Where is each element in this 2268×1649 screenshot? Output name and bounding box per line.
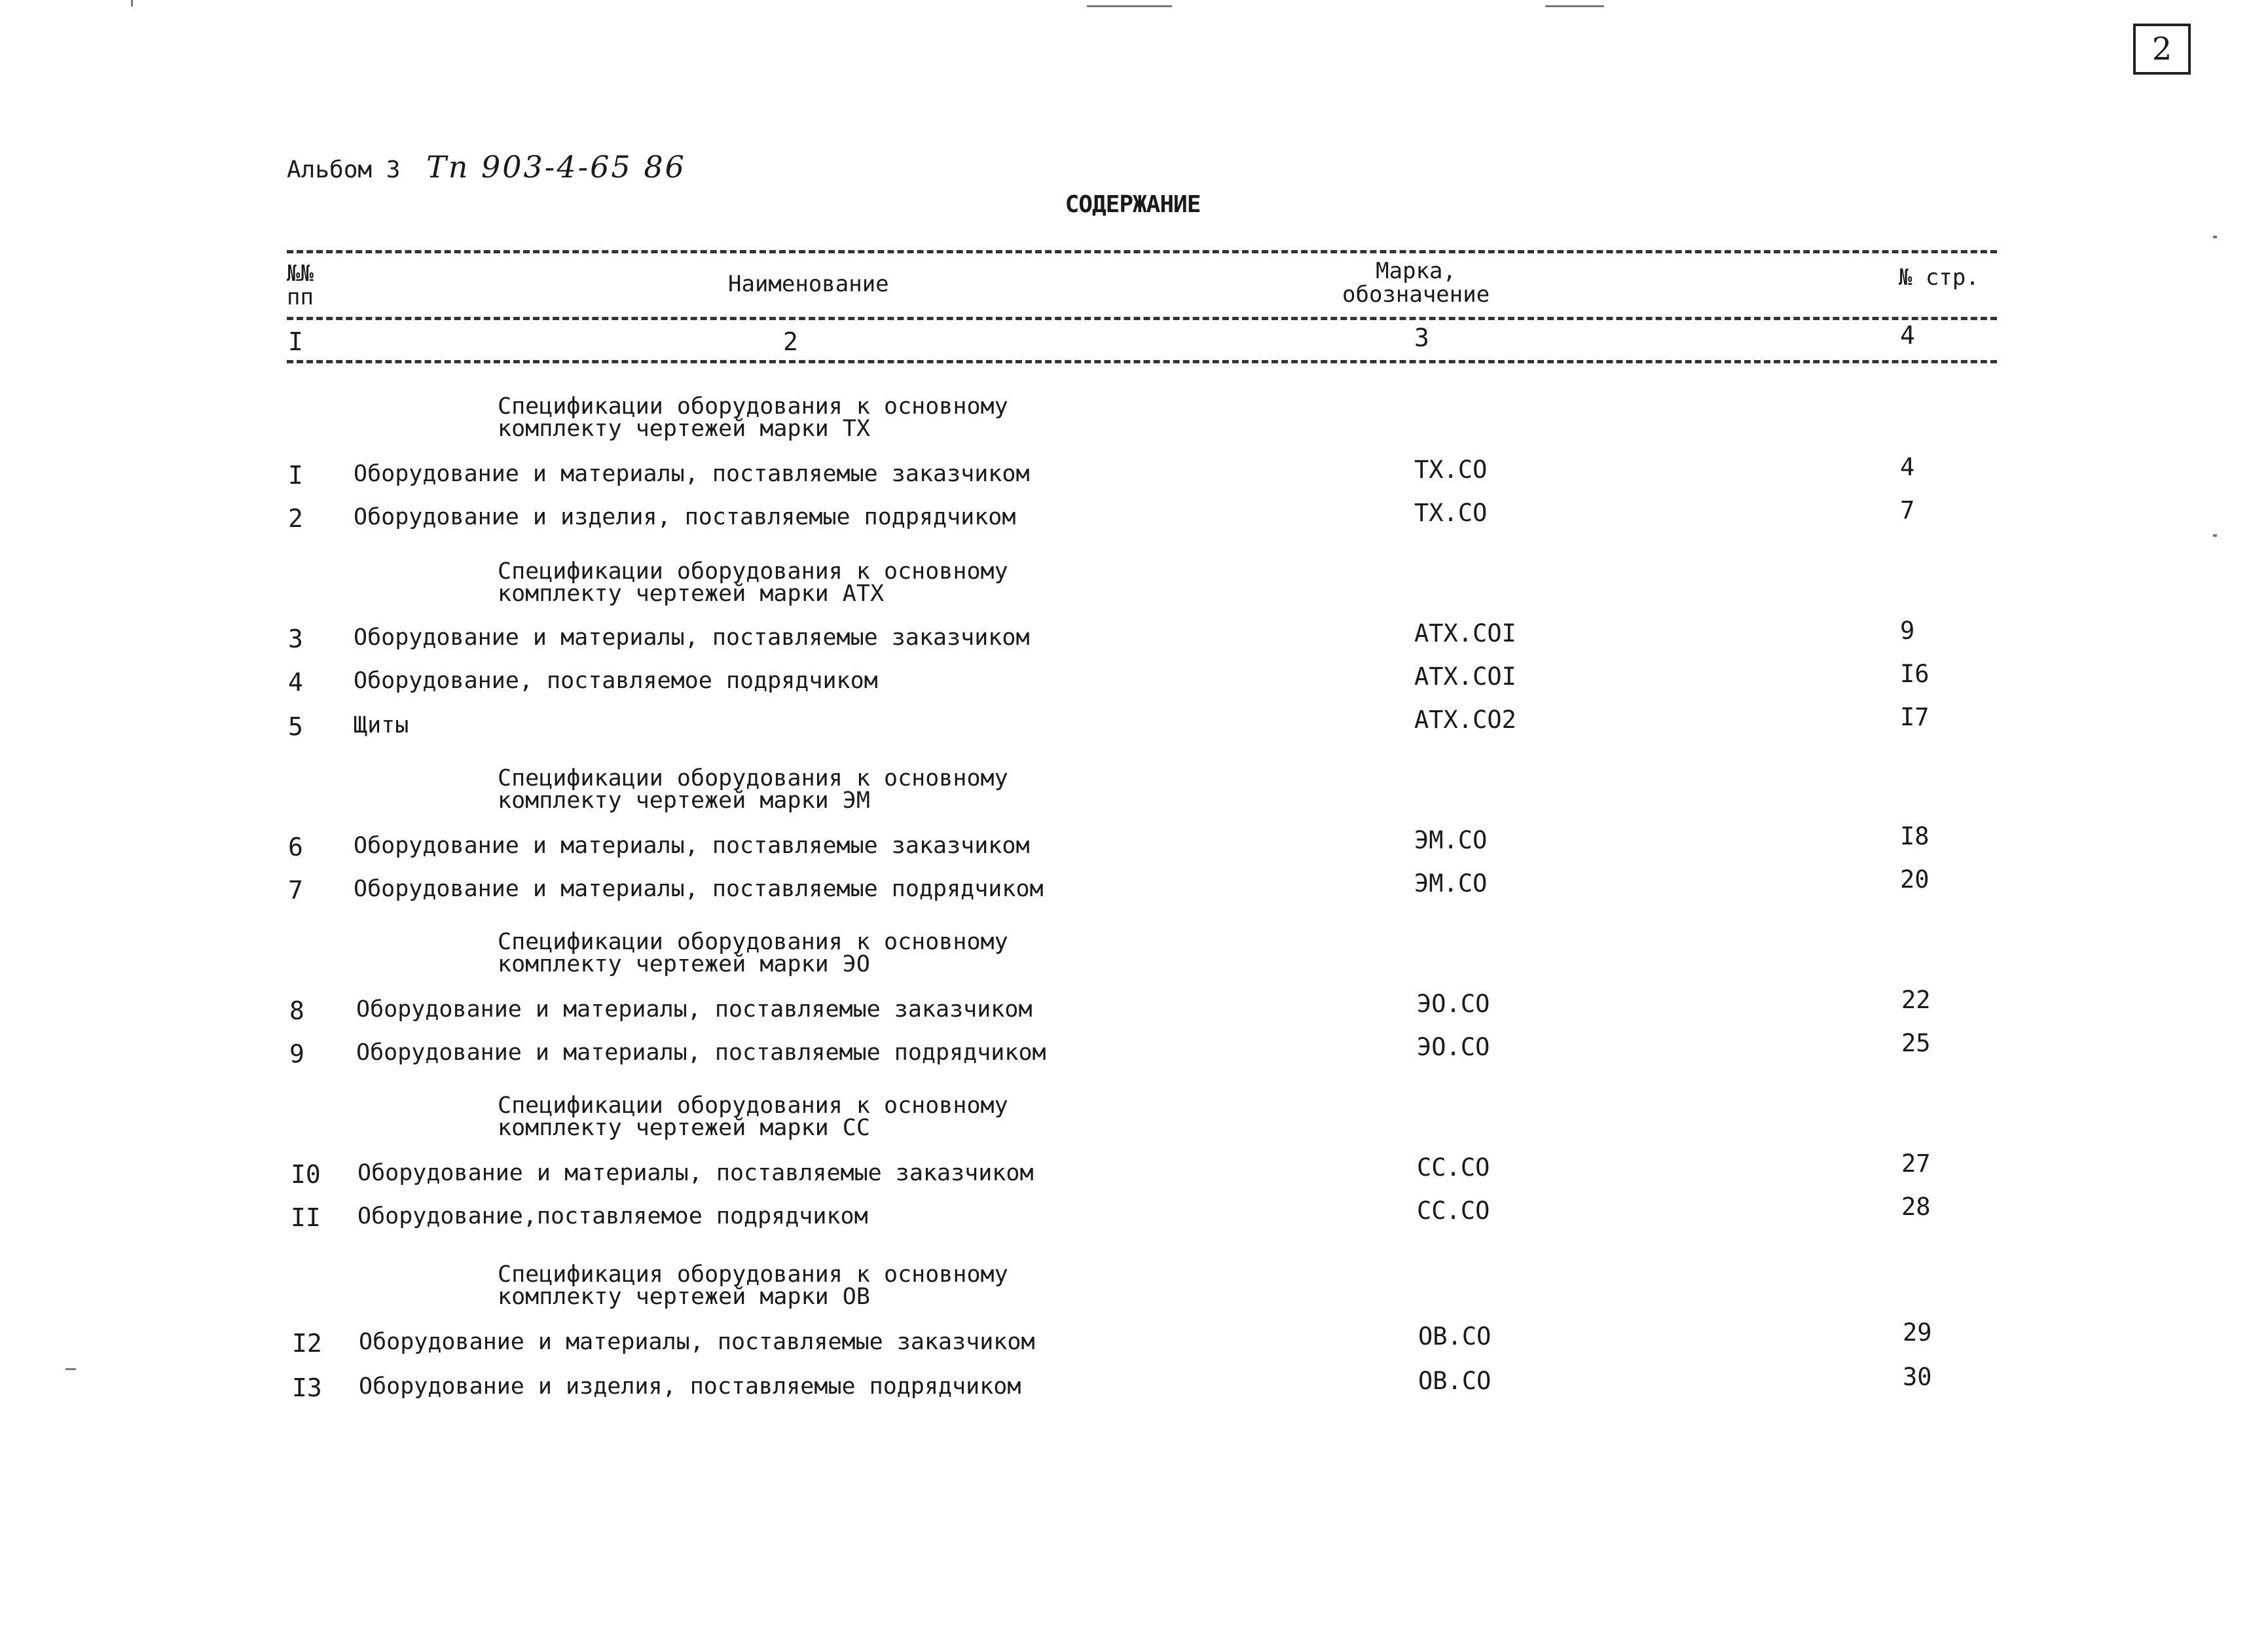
row-mark: АТХ.СОI: [1414, 662, 1516, 691]
column-number-1: I: [288, 327, 303, 356]
row-name: Оборудование и изделия, поставляемые подрядчиком: [354, 504, 1016, 530]
row-page: 28: [1901, 1193, 1931, 1221]
section-heading-eo: Спецификации оборудования к основному комплекту чертежей марки ЭО: [498, 929, 1008, 977]
column-header-mark: Марка, обозначение: [1342, 258, 1490, 308]
row-name: Оборудование и материалы, поставляемые заказчиком: [359, 1329, 1035, 1355]
row-mark: ЭМ.СО: [1414, 826, 1488, 854]
row-name: Щиты: [354, 712, 409, 738]
row-mark: ТХ.СО: [1414, 499, 1488, 527]
column-header-name: Наименование: [728, 271, 889, 297]
column-number-3: 3: [1414, 323, 1429, 352]
table-top-rule: [287, 250, 1997, 253]
row-page: 27: [1901, 1150, 1931, 1178]
row-name: Оборудование и материалы, поставляемые заказчиком: [354, 625, 1030, 651]
row-mark: АТХ.СО2: [1414, 706, 1516, 734]
scan-speck: [131, 0, 133, 7]
row-page: 25: [1901, 1029, 1931, 1057]
row-mark: ЭО.СО: [1417, 990, 1490, 1018]
row-page: 30: [1903, 1363, 1932, 1391]
row-page: 20: [1900, 865, 1930, 894]
section-heading-ov: Спецификация оборудования к основному комплекту чертежей марки ОВ: [498, 1261, 1008, 1310]
row-mark: СС.СО: [1417, 1153, 1490, 1182]
row-page: 22: [1901, 986, 1931, 1014]
row-name: Оборудование,поставляемое подрядчиком: [357, 1203, 868, 1229]
row-name: Оборудование и изделия, поставляемые подрядчиком: [359, 1373, 1021, 1400]
row-name: Оборудование и материалы, поставляемые заказчиком: [354, 833, 1030, 859]
row-page: I6: [1900, 660, 1930, 688]
row-number: I2: [292, 1329, 322, 1358]
row-page: I8: [1900, 822, 1930, 850]
row-number: 2: [288, 504, 303, 533]
header-bottom-rule: [287, 317, 1997, 320]
row-number: I0: [291, 1160, 321, 1189]
album-line: [287, 149, 686, 185]
row-mark: СС.СО: [1417, 1197, 1490, 1225]
scan-speck: [2213, 534, 2217, 537]
row-page: 4: [1900, 453, 1915, 481]
row-page: 29: [1903, 1318, 1932, 1347]
row-number: 7: [288, 876, 303, 905]
document-title: СОДЕРЖАНИЕ: [1065, 191, 1201, 218]
row-name: Оборудование и материалы, поставляемые подрядчиком: [354, 876, 1044, 902]
scan-speck: [1087, 5, 1172, 7]
page-number: 2: [2133, 24, 2191, 75]
column-number-2: 2: [783, 327, 798, 356]
section-heading-ss: Спецификации оборудования к основному комплекту чертежей марки СС: [498, 1093, 1008, 1141]
scan-speck: [65, 1368, 76, 1370]
row-page: 9: [1900, 617, 1915, 645]
row-mark: ЭО.СО: [1417, 1033, 1490, 1061]
section-heading-tx: Спецификации оборудования к основному комплекту чертежей марки ТХ: [498, 393, 1008, 442]
row-mark: АТХ.СОI: [1414, 619, 1516, 647]
row-mark: ОВ.СО: [1418, 1367, 1491, 1395]
row-page: 7: [1900, 496, 1915, 524]
row-number: 6: [288, 833, 303, 861]
row-name: Оборудование и материалы, поставляемые подрядчиком: [356, 1040, 1046, 1066]
row-mark: ОВ.СО: [1418, 1322, 1491, 1350]
row-number: 4: [288, 668, 303, 697]
album-label: Альбом 3: [287, 156, 401, 183]
column-numbers-rule: [287, 360, 1997, 363]
row-number: 5: [288, 712, 303, 741]
row-mark: ТХ.СО: [1414, 456, 1488, 484]
row-number: II: [291, 1203, 321, 1232]
row-name: Оборудование и материалы, поставляемые заказчиком: [356, 996, 1033, 1023]
row-number: 9: [289, 1040, 304, 1068]
column-header-page: № стр.: [1899, 264, 1979, 291]
column-number-4: 4: [1900, 321, 1915, 350]
scan-speck: [2213, 236, 2217, 238]
row-page: I7: [1900, 703, 1930, 731]
section-heading-atx: Спецификации оборудования к основному комплекту чертежей марки АТХ: [498, 558, 1008, 607]
row-name: Оборудование и материалы, поставляемые заказчиком: [357, 1160, 1034, 1186]
row-name: Оборудование, поставляемое подрядчиком: [354, 668, 878, 694]
column-header-num: №№ пп: [287, 261, 314, 310]
row-number: I3: [292, 1373, 322, 1402]
section-heading-em: Спецификации оборудования к основному комплекту чертежей марки ЭМ: [498, 765, 1008, 814]
scan-speck: [1545, 5, 1604, 7]
row-name: Оборудование и материалы, поставляемые заказчиком: [354, 461, 1030, 487]
album-code: Тп 903-4-65 86: [426, 149, 686, 185]
row-number: 3: [288, 625, 303, 653]
row-number: I: [288, 461, 303, 490]
row-mark: ЭМ.СО: [1414, 869, 1488, 897]
row-number: 8: [289, 996, 304, 1025]
